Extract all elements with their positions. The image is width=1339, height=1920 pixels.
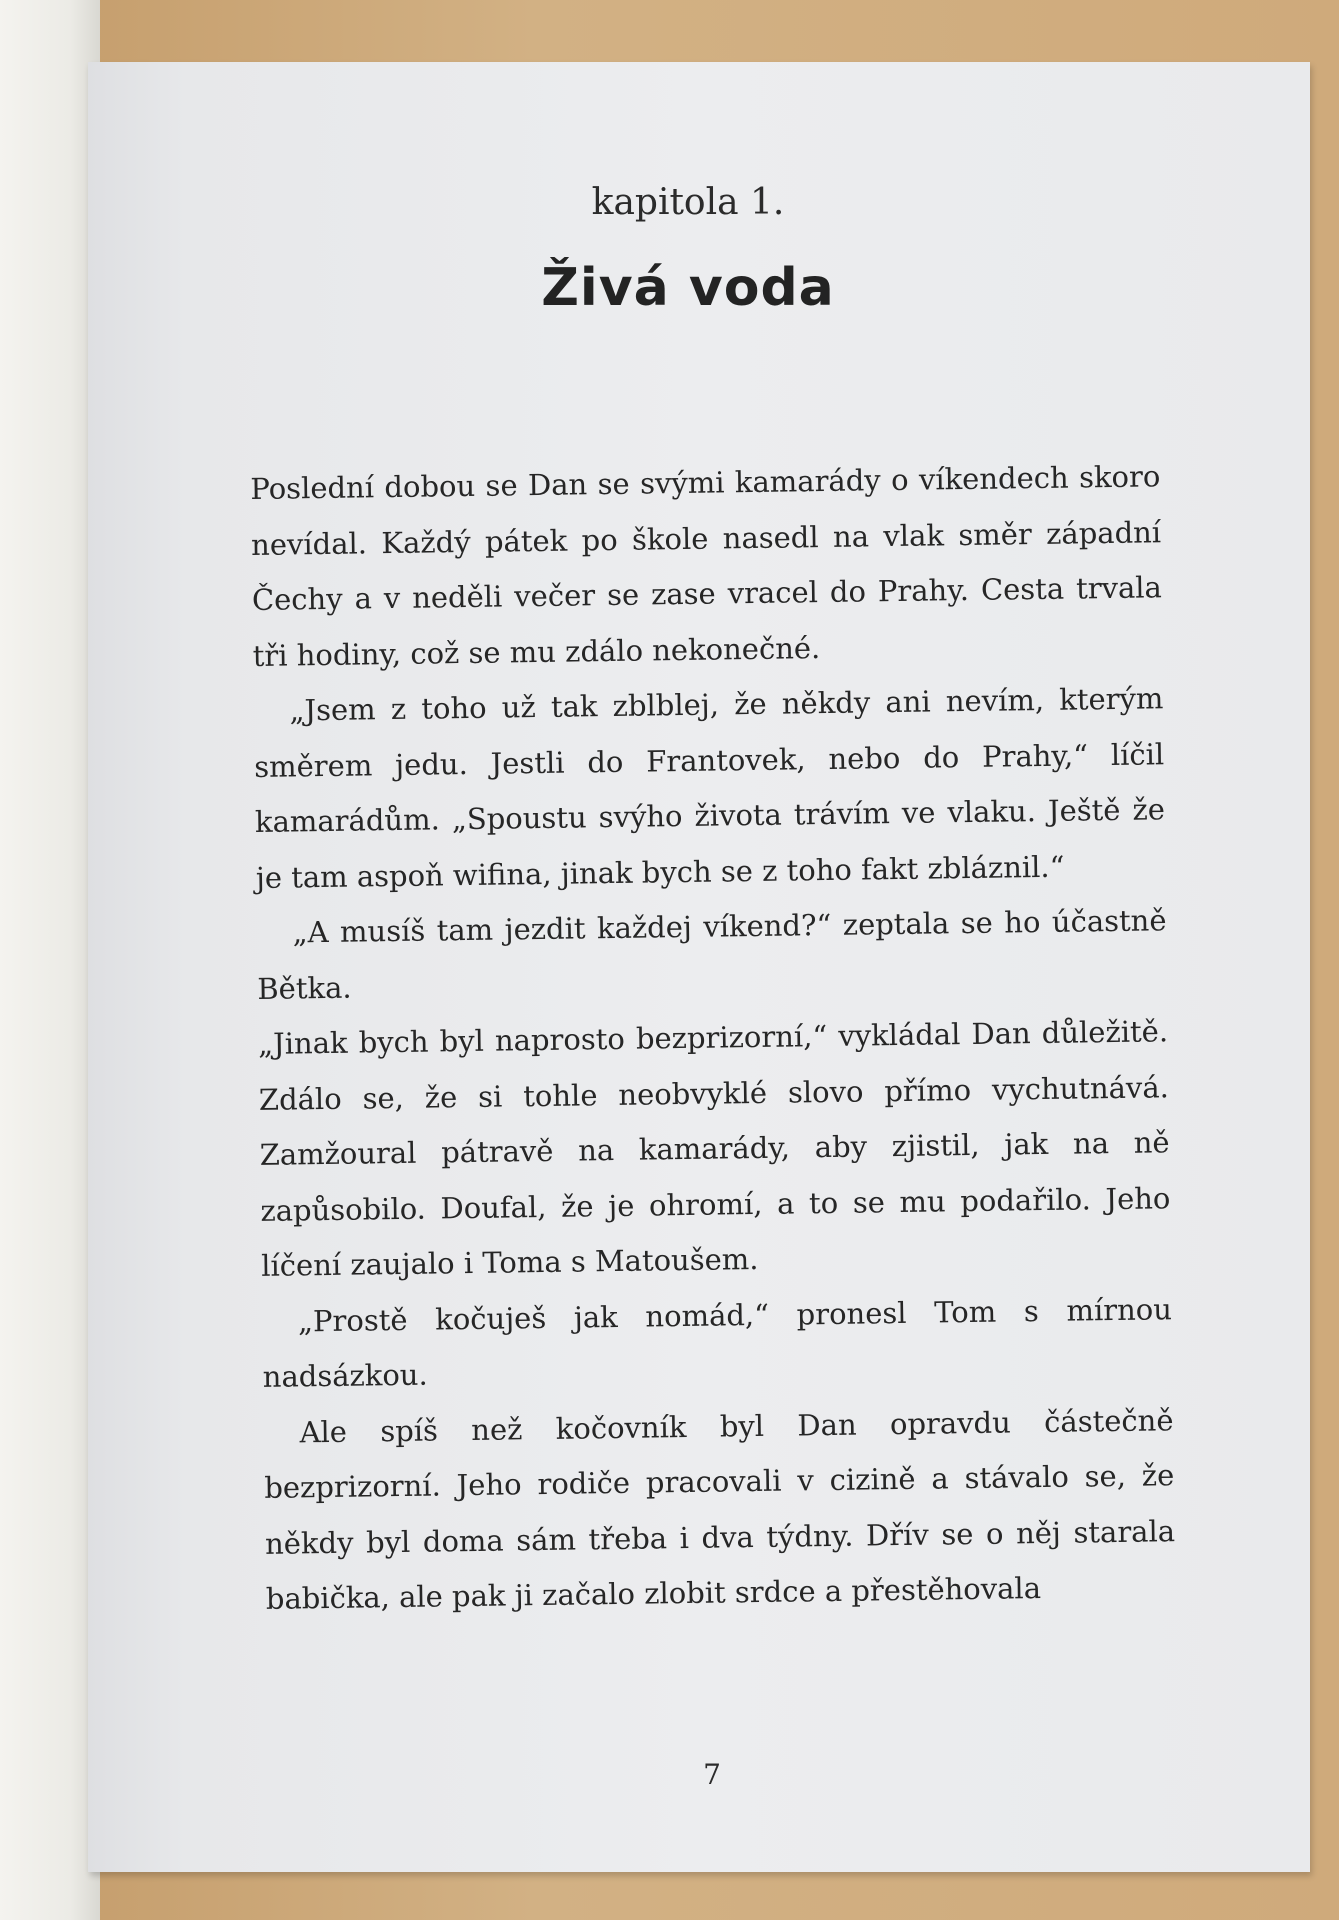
- paragraph: „A musíš tam jezdit každej víkend?“ zeptala se ho účastně Bětka.: [257, 903, 1167, 1006]
- body-text: [250, 449, 1176, 1627]
- chapter-title: Živá voda: [541, 258, 835, 318]
- paragraph: „Jinak bych byl naprosto bezprizorní,“ vykládal Dan důležitě. Zdálo se, že si tohle neobvyklé slovo přímo vychutnává. Zamžoural pátravě na kamarády, aby zjistil, jak na ně zapůsobilo. Doufal, že je ohromí, a to se mu podařilo. Jeho líčení zaujalo i Toma s Matoušem.: [257, 1014, 1171, 1283]
- chapter-label: kapitola 1.: [591, 182, 785, 223]
- paragraph: „Prostě kočuješ jak nomád,“ pronesl Tom s mírnou nadsázkou.: [262, 1291, 1173, 1394]
- paragraph: Poslední dobou se Dan se svými kamarády o víkendech skoro nevídal. Každý pátek po škole nasedl na vlak směr západní Čechy a v neděli večer se zase vracel do Prahy. Cesta trvala tři hodiny, což se mu zdálo nekonečné.: [250, 459, 1163, 673]
- paragraph: „Jsem z toho už tak zblblej, že někdy ani nevím, kterým směrem jedu. Jestli do Frantovek, nebo do Prahy,“ líčil kamarádům. „Spoustu svýho života trávím ve vlaku. Ještě že je tam aspoň wifina, jinak bych se z toho fakt zbláznil.“: [254, 681, 1166, 895]
- paragraph: Ale spíš než kočovník byl Dan opravdu částečně bezprizorní. Jeho rodiče pracovali v cizině a stávalo se, že někdy byl doma sám třeba i dva týdny. Dřív se o něj starala babička, ale pak ji začalo zlobit srdce a přestěhovala: [264, 1402, 1176, 1616]
- page-number: 7: [703, 1758, 721, 1791]
